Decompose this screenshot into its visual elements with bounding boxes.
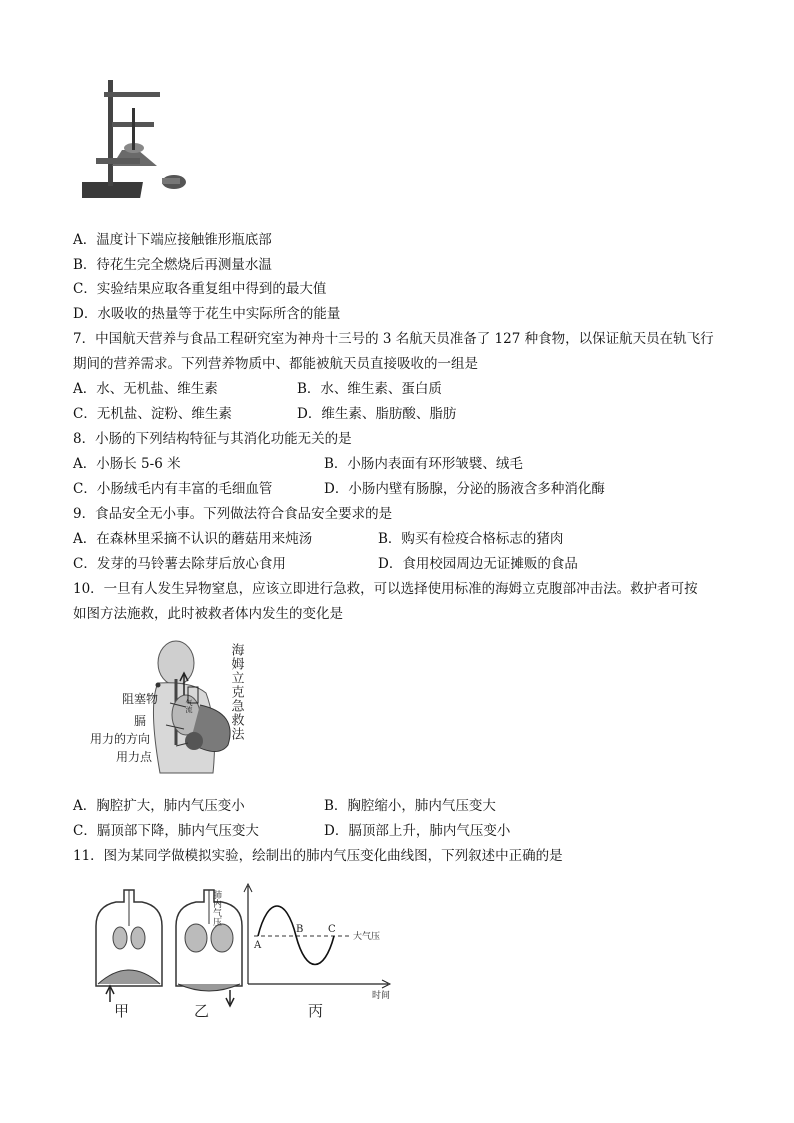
q11-stem: 11．图为某同学做模拟实验，绘制出的肺内气压变化曲线图，下列叙述中正确的是: [73, 848, 563, 864]
q10-option-a: A．胸腔扩大，肺内气压变小: [73, 798, 245, 814]
point-a: A: [254, 940, 262, 951]
graph-x-label: 时间: [372, 991, 391, 1001]
heimlich-side-title: 海姆立克急救法: [228, 643, 244, 741]
lung-model-figure: [90, 876, 400, 1021]
graph-atm-label: 大气压: [353, 932, 381, 942]
peanut-burning-apparatus-image: [82, 74, 192, 204]
q6-option-b: B．待花生完全燃烧后再测量水温: [73, 257, 272, 273]
heimlich-figure: [88, 635, 258, 775]
q6-option-c: C．实验结果应取各重复组中得到的最大值: [73, 281, 327, 297]
q9-option-c: C．发芽的马铃薯去除芽后放心食用: [73, 556, 286, 572]
q9-stem: 9．食品安全无小事。下列做法符合食品安全要求的是: [73, 506, 393, 522]
label-bing: 丙: [308, 1002, 324, 1020]
q6-option-d: D．水吸收的热量等于花生中实际所含的能量: [73, 306, 341, 322]
q7-stem-line1: 7．中国航天营养与食品工程研究室为神舟十三号的 3 名航天员准备了 127 种食物，以保证航天员在轨飞行: [73, 331, 714, 347]
bell-jar-jia: [96, 890, 162, 1002]
q7-option-d: D．维生素、脂肪酸、脂肪: [297, 406, 457, 422]
q10-option-d: D．膈顶部上升，肺内气压变小: [324, 823, 511, 839]
q7-stem-line2: 期间的营养需求。下列营养物质中、都能被航天员直接吸收的一组是: [73, 356, 478, 372]
bell-jar-yi: [176, 890, 242, 1006]
point-c: C: [328, 924, 336, 935]
q6-option-a: A．温度计下端应接触锥形瓶底部: [73, 232, 272, 248]
q8-option-b: B．小肠内表面有环形皱襞、绒毛: [324, 456, 523, 472]
q9-option-d: D．食用校园周边无证摊贩的食品: [378, 556, 578, 572]
q9-option-a: A．在森林里采摘不认识的蘑菇用来炖汤: [73, 531, 313, 547]
graph-y-label: 肺内气压: [211, 890, 221, 926]
q10-option-c: C．膈顶部下降，肺内气压变大: [73, 823, 259, 839]
label-obstruction: 阻塞物: [122, 692, 159, 706]
label-force-point: 用力点: [116, 750, 153, 764]
point-b: B: [296, 924, 304, 935]
q8-option-d: D．小肠内壁有肠腺，分泌的肠液含多种消化酶: [324, 481, 605, 497]
q7-option-a: A．水、无机盐、维生素: [73, 381, 218, 397]
q10-option-b: B．胸腔缩小，肺内气压变大: [324, 798, 496, 814]
label-jia: 甲: [114, 1002, 130, 1020]
label-diaphragm: 膈: [134, 714, 147, 728]
label-force-direction: 用力的方向: [90, 732, 151, 746]
heimlich-airflow-label: 气流: [185, 699, 193, 713]
q9-option-b: B．购买有检疫合格标志的猪肉: [378, 531, 564, 547]
q8-option-a: A．小肠长 5-6 米: [73, 456, 181, 472]
q8-stem: 8．小肠的下列结构特征与其消化功能无关的是: [73, 431, 352, 447]
q10-stem-line2: 如图方法施救，此时被救者体内发生的变化是: [73, 606, 343, 622]
label-yi: 乙: [194, 1002, 210, 1020]
pressure-graph: [211, 884, 390, 1001]
q7-option-c: C．无机盐、淀粉、维生素: [73, 406, 232, 422]
q7-option-b: B．水、维生素、蛋白质: [297, 381, 442, 397]
q10-stem-line1: 10．一旦有人发生异物窒息，应该立即进行急救，可以选择使用标准的海姆立克腹部冲击法。救护者可按: [73, 581, 698, 597]
q8-option-c: C．小肠绒毛内有丰富的毛细血管: [73, 481, 273, 497]
